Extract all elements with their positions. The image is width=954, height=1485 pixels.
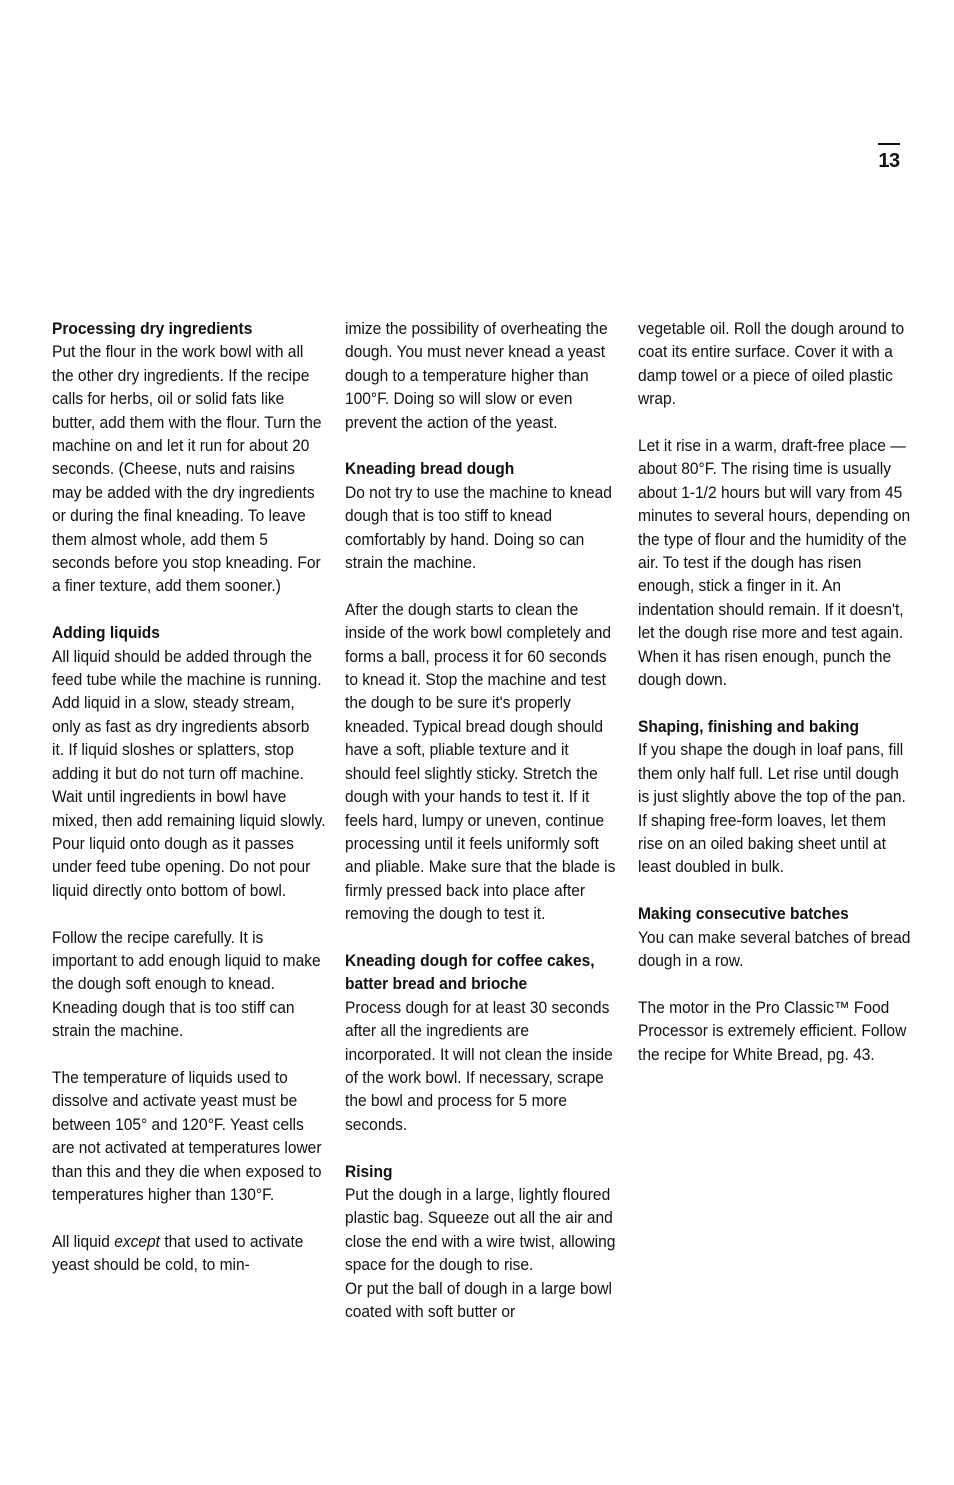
paragraph-rising-bag: Put the dough in a large, lightly floured plastic bag. Squeeze out all the air and close the end with a wire twist, allowing space for the dough to rise. — [345, 1185, 616, 1275]
heading-adding-liquids: Adding liquids — [52, 624, 160, 643]
column-3 — [638, 318, 912, 1067]
paragraph-follow-recipe: Follow the recipe carefully. It is important to add enough liquid to make the dough soft enough to knead. Kneading dough that is too stiff can strain the machine. — [52, 928, 321, 1041]
paragraph-liquid-temperature: The temperature of liquids used to dissolve and activate yeast must be between 105° and 120°F. Yeast cells are not activated at temperatures lower than this and they die when exposed to temperatures higher than 130°F. — [52, 1068, 322, 1204]
heading-kneading-coffee-cakes: Kneading dough for coffee cakes, batter bread and brioche — [345, 951, 595, 994]
page-number-rule — [878, 143, 900, 145]
paragraph-coat-dough: vegetable oil. Roll the dough around to coat its entire surface. Cover it with a damp towel or a piece of oiled plastic wrap. — [638, 320, 905, 409]
paragraph-let-rise: Let it rise in a warm, draft-free place — about 80°F. The rising time is usually about 1-1/2 hours but will vary from 45 minutes to several hours, depending on the type of flour and the humidity of the air. To test if the dough has risen enough, stick a finger in it. An indentation should remain. If it doesn't, let the dough rise more and test again. When it has risen enough, punch the dough down. — [638, 437, 911, 690]
heading-kneading-bread-dough: Kneading bread dough — [345, 460, 515, 479]
paragraph-kneading-test: After the dough starts to clean the inside of the work bowl completely and forms a ball, process it for 60 seconds to knead it. Stop the machine and test the dough to be sure it's properly kneaded. Typical bread dough should have a soft, pliable texture and it should feel slightly sticky. Stretch the dough with your hands to test it. If it feels hard, lumpy or uneven, continue processing until it feels uniformly soft and pliable. Make sure that the blade is firmly pressed back into place after removing the dough to test it. — [345, 600, 616, 924]
heading-processing-dry-ingredients: Processing dry ingredients — [52, 320, 253, 338]
page-number: 13 — [878, 150, 900, 172]
paragraph-coffee-cakes: Process dough for at least 30 seconds after all the ingredients are incorporated. It will not clean the inside of the work bowl. If necessary, scrape the bowl and process for 5 more seconds. — [345, 998, 613, 1134]
column-1 — [52, 318, 326, 1278]
cold-liquid-emphasis: except — [114, 1232, 160, 1251]
cold-liquid-end: that used to activate yeast should be cold, to min- — [52, 1232, 304, 1275]
paragraph-cold-liquid — [52, 1231, 326, 1278]
paragraph-motor: The motor in the Pro Classic™ Food Processor is extremely efficient. Follow the recipe for White Bread, pg. 43. — [638, 998, 907, 1064]
heading-rising: Rising — [345, 1162, 393, 1181]
page-number-block — [872, 143, 906, 173]
paragraph-kneading-stiff: Do not try to use the machine to knead dough that is too stiff to knead comfortably by hand. Doing so can strain the machine. — [345, 483, 612, 573]
cold-liquid-start: All liquid — [52, 1232, 115, 1251]
paragraph-rising-bowl: Or put the ball of dough in a large bowl coated with soft butter or — [345, 1279, 612, 1321]
column-2 — [345, 318, 619, 1324]
paragraph-shaping: If you shape the dough in loaf pans, fill them only half full. Let rise until dough is just slightly above the top of the pan. If shaping free-form loaves, let them rise on an oiled baking sheet until at least doubled in bulk. — [638, 741, 906, 877]
paragraph-several-batches: You can make several batches of bread dough in a row. — [638, 928, 911, 970]
paragraph-overheating: imize the possibility of overheating the dough. You must never knead a yeast dough to a temperature higher than 100°F. Doing so will slow or even prevent the action of the yeast. — [345, 320, 608, 432]
paragraph-processing-dry: Put the flour in the work bowl with all the other dry ingredients. If the recipe calls for herbs, oil or solid fats like butter, add them with the flour. Turn the machine on and let it run for about 20 seconds. (Cheese, nuts and raisins may be added with the dry ingredients or during the final kneading. To leave them almost whole, add them 5 seconds before you stop kneading. For a finer texture, add them sooner.) — [52, 343, 322, 596]
paragraph-adding-liquids: All liquid should be added through the feed tube while the machine is running. Add liquid in a slow, steady stream, only as fast as dry ingredients absorb it. If liquid sloshes or splatters, stop adding it but do not turn off machine. Wait until ingredients in bowl have mixed, then add remaining liquid slowly. Pour liquid onto dough as it passes under feed tube opening. Do not pour liquid directly onto bottom of bowl. — [52, 647, 326, 900]
heading-shaping-finishing-baking: Shaping, finishing and baking — [638, 717, 860, 736]
heading-consecutive-batches: Making consecutive batches — [638, 905, 849, 924]
